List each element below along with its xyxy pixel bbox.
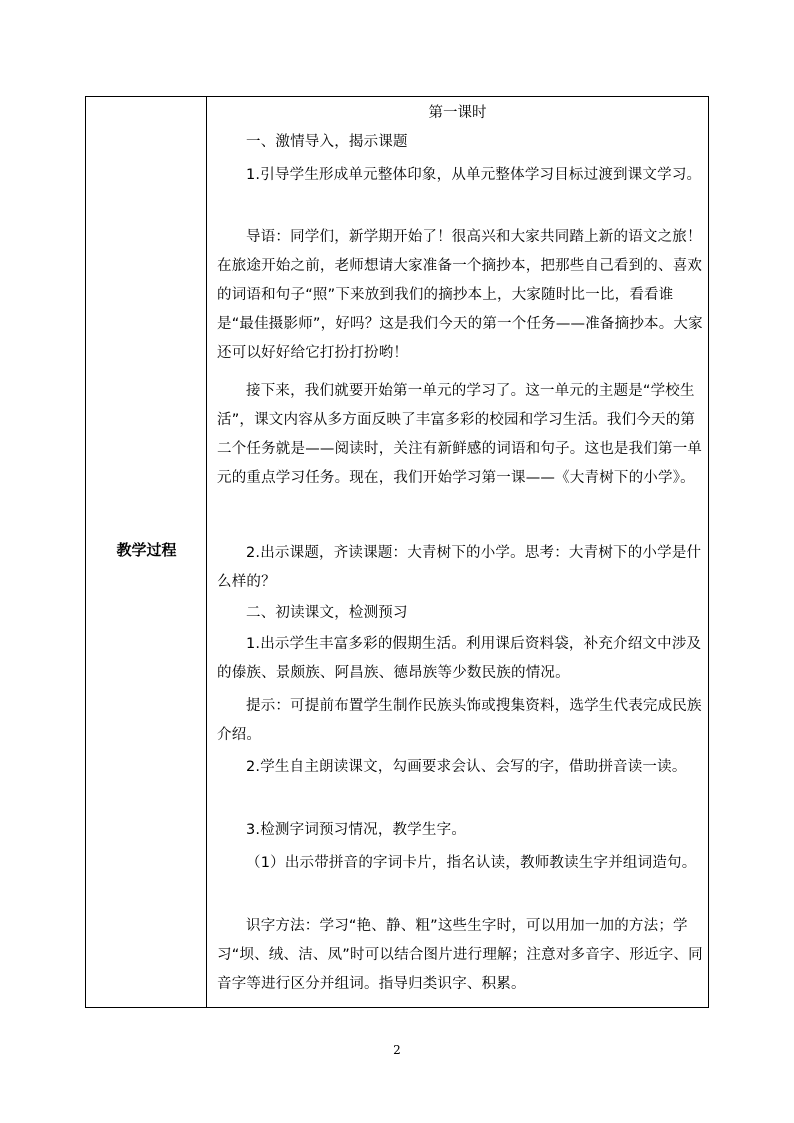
paragraph-intro-speech: 导语：同学们，新学期开始了！很高兴和大家共同踏上新的语文之旅！在旅途开始之前，老师想请大家准备一个摘抄本，把那些自己看到的、喜欢的词语和句子“照”下来放到我们的摘抄本上，大家随时比一比，看看谁是“最佳摄影师”，好吗？这是我们今天的第一个任务——准备摘抄本。大家还可以好好给它打扮打扮哟！ bbox=[217, 229, 703, 361]
paragraph-self-read: 2.学生自主朗读课文，勾画要求会认、会写的字，借助拼音读一读。 bbox=[246, 759, 687, 775]
paragraph-literacy-method: 识字方法：学习“艳、静、粗”这些生字时，可以用加一加的方法；学习“坝、绒、洁、凤”时可以结合图片进行理解；注意对多音字、形近字、同音字等进行区分并组词。指导归类识字、积累。 bbox=[217, 918, 703, 992]
section-heading-2: 二、初读课文，检测预习 bbox=[246, 605, 408, 621]
paragraph-show-title: 2.出示课题，齐读课题：大青树下的小学。思考：大青树下的小学是什么样的？ bbox=[217, 545, 702, 590]
page-number: 2 bbox=[393, 1043, 401, 1057]
lesson-plan-table bbox=[85, 96, 709, 1008]
row-label-cell bbox=[86, 97, 207, 1007]
paragraph-unit-intro: 接下来，我们就要开始第一单元的学习了。这一单元的主题是“学校生活”，课文内容从多方面反映了丰富多彩的校园和学习生活。我们今天的第二个任务就是——阅读时，关注有新鲜感的词语和句子。这也是我们第一单元的重点学习任务。现在，我们开始学习第一课——《大青树下的小学》。 bbox=[217, 383, 703, 486]
row-label: 教学过程 bbox=[116, 541, 177, 559]
section-heading-1: 一、激情导入，揭示课题 bbox=[246, 134, 408, 150]
paragraph-tip: 提示：可提前布置学生制作民族头饰或搜集资料，选学生代表完成民族介绍。 bbox=[217, 698, 702, 743]
paragraph-1: 1.引导学生形成单元整体印象，从单元整体学习目标过渡到课文学习。 bbox=[246, 167, 702, 183]
lesson-title: 第一课时 bbox=[428, 105, 487, 121]
paragraph-holiday: 1.出示学生丰富多彩的假期生活。利用课后资料袋，补充介绍文中涉及的傣族、景颇族、阿昌族、德昂族等少数民族的情况。 bbox=[217, 636, 702, 681]
content-cell bbox=[207, 97, 708, 1007]
paragraph-check-preview: 3.检测字词预习情况，教学生字。 bbox=[246, 822, 467, 838]
paragraph-word-cards: （1）出示带拼音的字词卡片，指名认读，教师教读生字并组词造句。 bbox=[246, 855, 697, 871]
